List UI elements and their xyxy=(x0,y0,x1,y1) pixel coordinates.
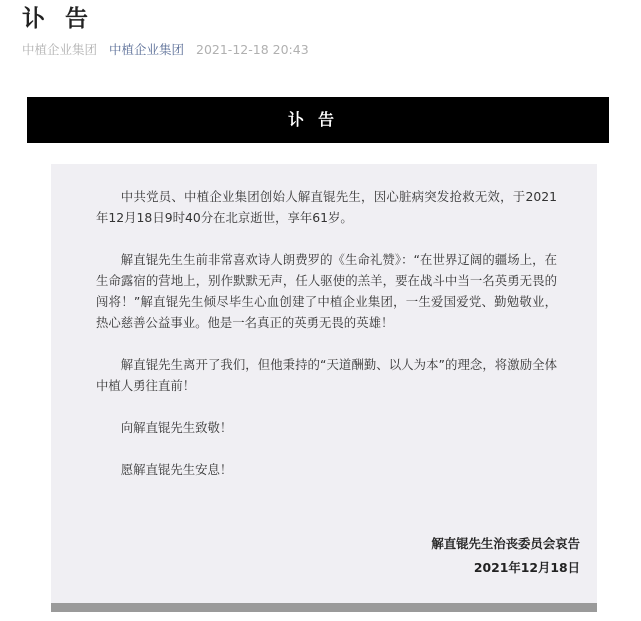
signature-committee: 解直锟先生治丧委员会哀告 xyxy=(431,536,580,551)
obituary-paragraph: 解直锟先生生前非常喜欢诗人朗费罗的《生命礼赞》：“在世界辽阔的疆场上，在生命露宿的营地上，别作默默无声，任人驱使的羔羊，要在战斗中当一名英勇无畏的闯将！”解直锟先生倾尽毕生心血创建了中植企业集团，一生爱国爱党、勤勉敬业，热心慈善公益事业。他是一名真正的英勇无畏的英雄！ xyxy=(96,252,557,330)
publish-time: 2021-12-18 20:43 xyxy=(196,42,309,57)
signature-block xyxy=(431,532,580,580)
obituary-banner: 讣告 xyxy=(27,97,609,143)
account-name-link[interactable]: 中植企业集团 xyxy=(109,42,185,57)
article-meta xyxy=(22,42,309,58)
obituary-card xyxy=(51,164,597,603)
obituary-paragraph: 向解直锟先生致敬！ xyxy=(120,420,233,435)
article-title: 讣 告 xyxy=(22,6,95,32)
obituary-paragraph: 解直锟先生离开了我们，但他秉持的“天道酬勤、以人为本”的理念，将激励全体中植人勇往直前！ xyxy=(96,357,557,393)
card-bottom-border xyxy=(51,603,597,612)
signature-date: 2021年12月18日 xyxy=(473,560,580,575)
obituary-paragraph: 中共党员、中植企业集团创始人解直锟先生，因心脏病突发抢救无效，于2021年12月18日9时40分在北京逝世，享年61岁。 xyxy=(96,189,557,225)
article-source: 中植企业集团 xyxy=(22,42,98,57)
obituary-paragraph: 愿解直锟先生安息！ xyxy=(120,462,233,477)
